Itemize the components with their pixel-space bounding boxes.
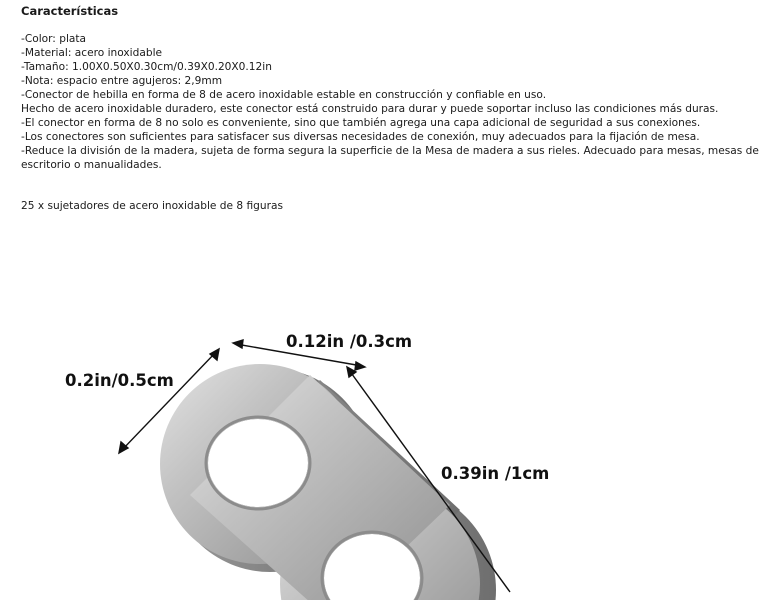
feature-connections: -Los conectores son suficientes para satisfacer sus diversas necesidades de conexión, muy adecuados para la fijación de mesa. [21,131,700,143]
feature-size: -Tamaño: 1.00X0.50X0.30cm/0.39X0.20X0.12in [21,61,272,73]
feature-wood: -Reduce la división de la madera, sujeta de forma segura la superficie de la Mesa de madera a sus rieles. Adecuado para mesas, mesas de escritorio o manualidades. [21,145,759,171]
package-contents: 25 x sujetadores de acero inoxidable de 8 figuras [21,200,283,212]
feature-buckle: -Conector de hebilla en forma de 8 de acero inoxidable estable en construcción y confiable en uso. [21,89,547,101]
width-arrow-head-end [210,349,219,360]
section-heading: Características [21,4,119,18]
dimension-width-label: 0.2in/0.5cm [65,371,174,390]
width-arrow-head-start [119,442,128,453]
connector-face [160,364,480,600]
feature-note: -Nota: espacio entre agujeros: 2,9mm [21,75,223,87]
thickness-arrow-head-end [355,362,365,370]
product-figure [0,300,773,600]
thickness-arrow-head-start [233,340,243,348]
feature-security: -El conector en forma de 8 no solo es conveniente, sino que también agrega una capa adicional de seguridad a sus conexiones. [21,117,701,129]
feature-material: -Material: acero inoxidable [21,47,163,59]
feature-color: -Color: plata [21,33,87,45]
dimension-thickness-label: 0.12in /0.3cm [286,332,413,351]
feature-list [21,32,761,172]
dimension-length-label: 0.39in /1cm [441,464,550,483]
feature-durable: Hecho de acero inoxidable duradero, este conector está construido para durar y puede soportar incluso las condiciones más duras. [21,103,719,115]
